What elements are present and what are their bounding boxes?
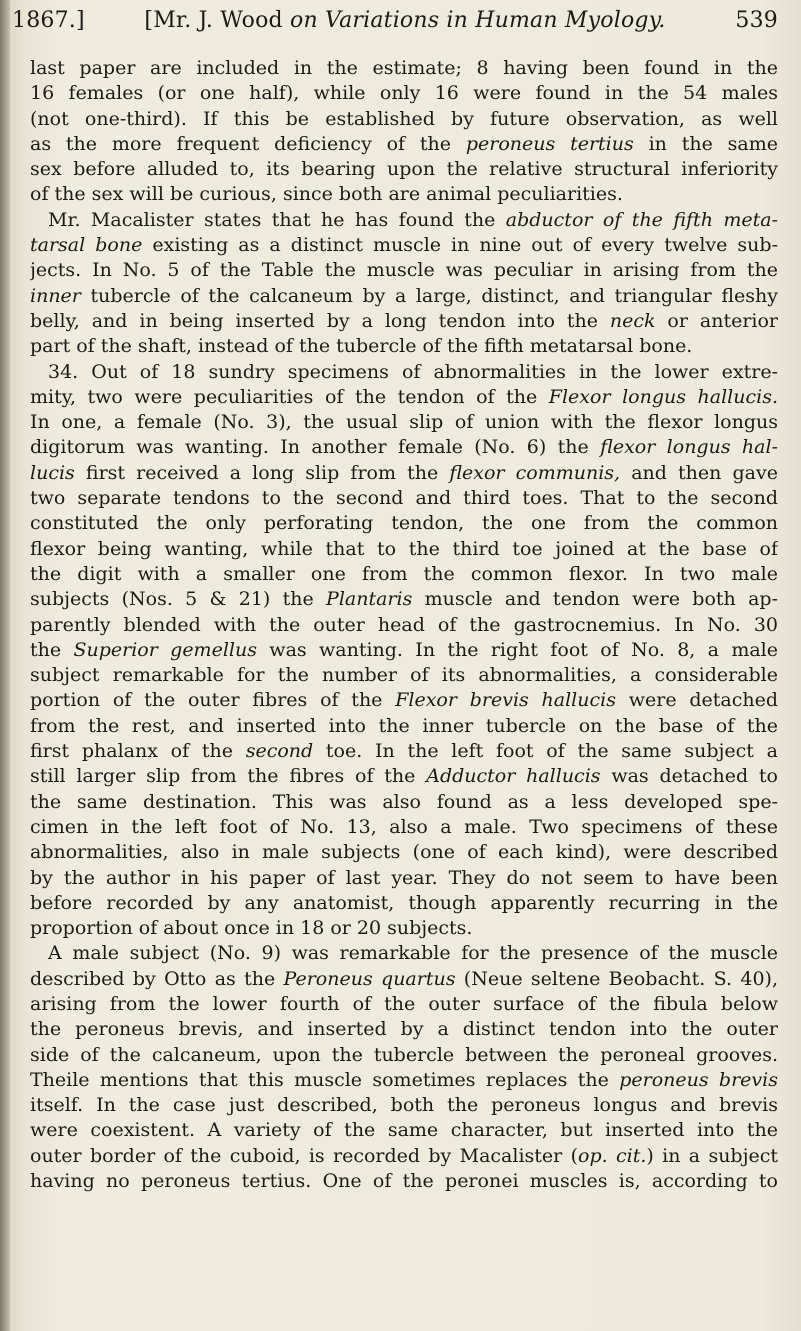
text-run: by the author in his paper of last year. They do not seem to have been [30,866,778,889]
text-run: side of the calcaneum, upon the tubercle between the peroneal grooves. [30,1043,778,1066]
running-header [12,8,778,42]
italic-term: Adductor hallucis [426,765,601,788]
text-line [30,435,778,460]
text-run: 34. Out of 18 sundry specimens of abnormalities in the lower extre- [48,360,778,383]
text-run: abnormalities, also in male subjects (one of each kind), were described [30,841,778,864]
text-run: In one, a female (No. 3), the usual slip of union with the flexor longus [30,411,778,434]
text-run: ) in a subject [646,1144,778,1167]
text-run: outer border of the cuboid, is recorded by Macalister ( [30,1144,578,1167]
text-line [30,360,778,385]
text-run: flexor being wanting, while that to the third toe joined at the base of [30,537,778,560]
text-line [30,334,778,359]
italic-term: peroneus tertius [465,132,634,155]
italic-term: flexor longus hal- [600,436,778,459]
text-line [30,688,778,713]
text-run: constituted the only perforating tendon, the one from the common [30,512,778,535]
text-run: or anterior [655,309,778,332]
text-run: (Neue seltene Beobacht. S. 40), [455,967,778,990]
italic-term: Superior gemellus [73,638,257,661]
text-run: parently blended with the outer head of the gastrocnemius. In No. 30 [30,613,778,636]
text-line [30,1043,778,1068]
italic-term: Flexor brevis hallucis [395,689,616,712]
text-line [30,967,778,992]
text-line [30,815,778,840]
text-run: were coexistent. A variety of the same character, but inserted into the [30,1119,778,1142]
text-line [30,613,778,638]
text-line [30,182,778,207]
text-line [30,56,778,81]
text-line [30,1017,778,1042]
text-line [30,714,778,739]
text-run: described by Otto as the [30,967,284,990]
text-line [30,385,778,410]
text-line [30,511,778,536]
italic-term: peroneus brevis [619,1068,778,1091]
text-run: Theile mentions that this muscle sometimes replaces the [30,1068,620,1091]
text-line [30,866,778,891]
text-run: were detached [615,689,778,712]
text-line [30,309,778,334]
text-run: cimen in the left foot of No. 13, also a male. Two specimens of these [30,815,778,838]
text-line [30,81,778,106]
text-run: having no peroneus tertius. One of the peronei muscles is, according to [30,1170,778,1193]
text-line [30,208,778,233]
text-run: itself. In the case just described, both the peroneus longus and brevis [30,1094,778,1117]
text-run: from the rest, and inserted into the inner tubercle on the base of the [30,714,778,737]
text-run: first phalanx of the [30,740,246,763]
text-run: the same destination. This was also found as a less developed spe- [30,790,778,813]
text-run: and then gave [620,461,778,484]
text-run: first received a long slip from the [74,461,450,484]
text-line [30,587,778,612]
text-run: the digit with a smaller one from the common flexor. In two male [30,562,778,585]
italic-term: neck [609,309,656,332]
text-run: the peroneus brevis, and inserted by a distinct tendon into the outer [30,1018,778,1041]
text-line [30,941,778,966]
text-run: of the sex will be curious, since both are animal peculiarities. [30,183,623,206]
text-line [30,790,778,815]
text-line [30,258,778,283]
text-run: tubercle of the calcaneum by a large, distinct, and triangular fleshy [80,284,778,307]
header-title [92,8,718,33]
text-run: subjects (Nos. 5 & 21) the [30,588,327,611]
italic-term: Plantaris [326,588,413,611]
text-run: was detached to [600,765,778,788]
italic-term: lucis [30,461,75,484]
text-line [30,107,778,132]
text-run: mity, two were peculiarities of the tendon of the [30,385,549,408]
italic-term: flexor communis, [449,461,621,484]
text-run: portion of the outer fibres of the [30,689,396,712]
text-run: muscle and tendon were both ap- [412,588,778,611]
text-line [30,132,778,157]
page-number: 539 [735,8,778,33]
text-run: in the same [633,132,778,155]
italic-term: tarsal bone [30,234,143,257]
text-line [30,537,778,562]
italic-term: abductor of the fifth meta- [505,208,778,231]
text-run: before recorded by any anatomist, though apparently recurring in the [30,891,778,914]
text-line [30,1169,778,1194]
text-run: belly, and in being inserted by a long tendon into the [30,309,610,332]
text-line [30,486,778,511]
text-run: proportion of about once in 18 or 20 subjects. [30,917,473,940]
italic-term: second [245,740,314,763]
italic-term: Flexor longus hallucis. [548,385,778,408]
body-text [30,56,778,1194]
text-run: 16 females (or one half), while only 16 were found in the 54 males [30,82,778,105]
text-line [30,233,778,258]
text-run: as the more frequent deficiency of the [30,132,466,155]
text-line [30,410,778,435]
header-year: 1867.] [12,8,85,33]
text-line [30,891,778,916]
text-run: digitorum was wanting. In another female (No. 6) the [30,436,601,459]
text-line [30,1118,778,1143]
text-line [30,840,778,865]
header-title-italic: on Variations in Human Myology. [290,8,666,33]
text-run: A male subject (No. 9) was remarkable for the presence of the muscle [48,942,778,965]
text-run: still larger slip from the fibres of the [30,765,427,788]
text-run: Mr. Macalister states that he has found the [48,208,506,231]
text-run: jects. In No. 5 of the Table the muscle was peculiar in arising from the [30,259,778,282]
text-run: the [30,638,74,661]
text-line [30,638,778,663]
text-run: was wanting. In the right foot of No. 8, a male [256,638,778,661]
page-gutter-shadow [0,0,10,1331]
text-line [30,1068,778,1093]
text-line [30,1093,778,1118]
text-run: (not one-third). If this be established by future observation, as well [30,107,778,130]
text-line [30,992,778,1017]
text-run: two separate tendons to the second and third toes. That to the second [30,487,778,510]
italic-term: Peroneus quartus [283,967,456,990]
text-line [30,562,778,587]
text-run: existing as a distinct muscle in nine out of every twelve sub- [142,234,778,257]
header-title-prefix: [Mr. J. Wood [144,8,290,33]
text-run: toe. In the left foot of the same subject a [313,740,778,763]
text-line [30,916,778,941]
italic-term: op. cit. [578,1144,647,1167]
text-run: part of the shaft, instead of the tubercle of the fifth metatarsal bone. [30,335,693,358]
text-line [30,663,778,688]
text-line [30,157,778,182]
text-run: sex before alluded to, its bearing upon the relative structural inferiority [30,158,778,181]
text-run: last paper are included in the estimate; 8 having been found in the [30,57,778,79]
text-line [30,461,778,486]
text-line [30,1144,778,1169]
text-line [30,764,778,789]
italic-term: inner [30,284,81,307]
text-run: arising from the lower fourth of the outer surface of the fibula below [30,992,778,1015]
text-run: subject remarkable for the number of its abnormalities, a considerable [30,664,778,687]
text-line [30,739,778,764]
text-line [30,284,778,309]
